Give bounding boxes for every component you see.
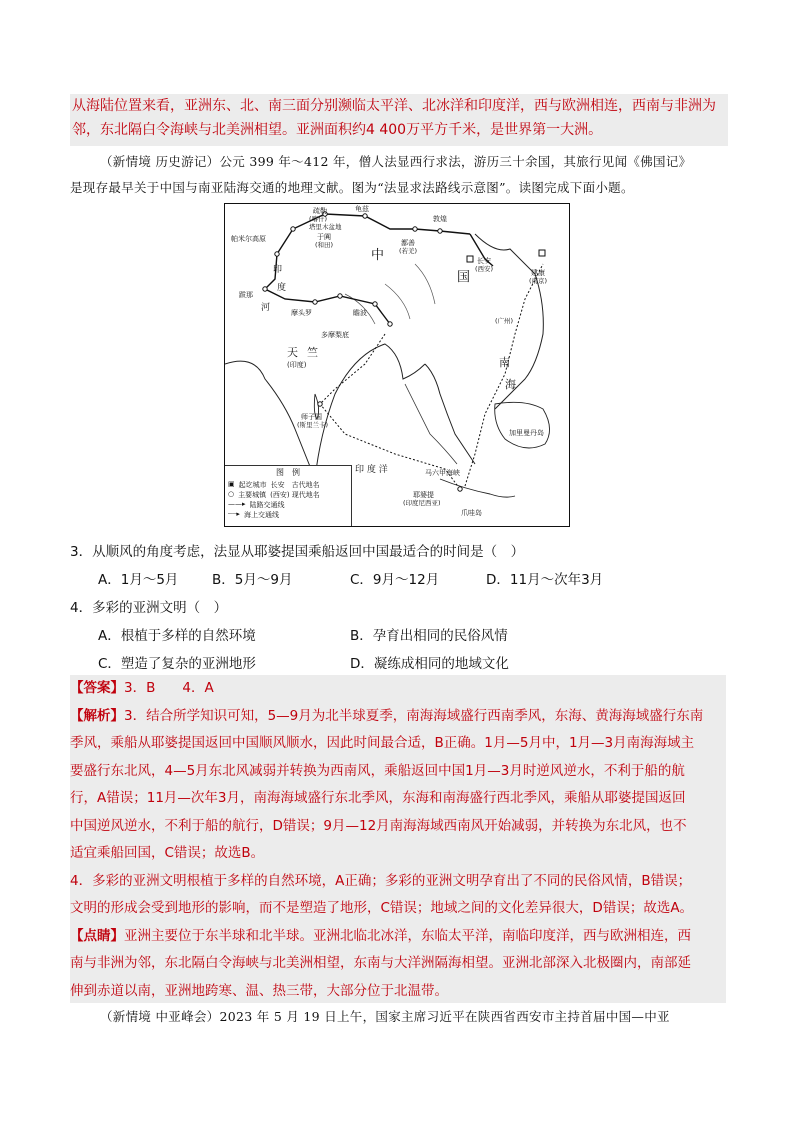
analysis-line-4: 行，A错误；11月—次年3月，南海海域盛行东北季风，东海和南海盛行西北季风，乘船从耶婆提国返回 <box>70 790 686 806</box>
label-yinduyang: 印 度 洋 <box>355 465 388 475</box>
analysis-line-1: 【解析】3．结合所学知识可知，5—9月为北半球夏季，南海海域盛行西南季风，东海、黄海海域盛行东南 <box>70 707 704 724</box>
label-dunhuang: 敦煌 <box>433 215 447 223</box>
dotted-arrow-icon: ┈┈▸ <box>228 510 240 518</box>
java-island <box>440 479 515 497</box>
legend-row-1: ▣ 起讫城市 长安 古代地名 <box>228 480 320 489</box>
label-zhaowa: 爪哇岛 <box>461 509 482 517</box>
label-hai: 海 <box>505 378 516 391</box>
label-tengbo: 瞻波 <box>353 309 367 317</box>
coastline-indochina <box>425 364 475 464</box>
answer-block <box>70 675 726 1003</box>
label-du: 度 <box>277 283 287 293</box>
coastline-india <box>225 344 425 479</box>
analysis-line-2: 季风，乘船从耶婆提国返回中国顺风顺水，因此时间最合适，B正确。1月—5月中，1月—3月南海海域主 <box>70 735 695 751</box>
q4-option-b: B．孕育出相同的民俗风情 <box>350 628 508 644</box>
label-malacca: 马六甲海峡 <box>425 469 460 477</box>
label-xian: (西安) <box>475 265 494 273</box>
label-shule: 疏勒 <box>313 207 327 215</box>
label-guici: 龟兹 <box>355 205 369 213</box>
dianjing-line-3: 伸到赤道以南，亚洲地跨寒、温、热三带，大部分位于北温带。 <box>70 982 448 999</box>
solid-arrow-icon: ——▸ <box>228 500 246 508</box>
dianjing-line-1: 【点睛】亚洲主要位于东半球和北半球。亚洲北临北冰洋，东临太平洋，南临印度洋，西与欧洲相连，西 <box>70 927 691 944</box>
dianjing-tag: 【点睛】 <box>70 927 124 944</box>
label-yepoti: 耶婆提 <box>413 491 434 499</box>
label-shiziguo: 师子国 <box>301 413 322 421</box>
route-map <box>224 203 570 527</box>
label-nanjing: (南京) <box>529 277 548 285</box>
label-yin: 印 <box>273 265 283 275</box>
label-indonesia: (印度尼西亚) <box>403 499 441 507</box>
label-duomoli: 多摩梨底 <box>321 331 349 339</box>
dianjing-line-2: 南与非洲为邻，东北隔白令海峡与北美洲相望，东南与大洋洲隔海相望。亚洲北部深入北极圈内，南部延 <box>70 955 691 971</box>
q3-option-a: A．1月～5月 <box>98 572 179 588</box>
analysis-tag: 【解析】 <box>70 707 124 724</box>
label-sililanka: (斯里兰卡) <box>297 421 329 429</box>
label-pamir: 帕米尔高原 <box>231 235 266 243</box>
legend-row-2: ○ 主要城镇 (西安) 现代地名 <box>228 490 320 499</box>
scenario-line-2: 是现存最早关于中国与南亚陆海交通的地理文献。图为“法显求法路线示意图”。读图完成下面小题。 <box>70 180 634 195</box>
label-nan: 南 <box>499 356 510 369</box>
malay-peninsula <box>405 384 457 464</box>
label-hetian: (和田) <box>315 241 334 249</box>
scenario-line-1: （新情境 历史游记）公元 399 年～412 年，僧人法显西行求法，游历三十余国，其旅行见闻《佛国记》 <box>100 154 692 169</box>
label-guo: 国 <box>457 270 471 285</box>
label-jialimandan: 加里曼丹岛 <box>509 429 544 437</box>
changan-marker <box>467 256 473 262</box>
label-he: 河 <box>261 303 271 313</box>
q3-option-d: D．11月～次年3月 <box>486 572 604 588</box>
legend-title: 图 例 <box>276 468 300 477</box>
q4-option-d: D．凝练成相同的地域文化 <box>350 656 509 672</box>
label-shanshan: 鄯善 <box>401 239 415 247</box>
analysis-line-8: 文明的形成会受到地形的影响，而不是塑造了地形，C错误；地域之间的文化差异很大，D错误；故选A。 <box>70 900 694 916</box>
analysis-line-3: 要盛行东北风，4—5月东北风减弱并转换为西南风，乘船返回中国1月—3月时逆风逆水，不利于船的航 <box>70 762 685 779</box>
q3-option-c: C．9月～12月 <box>350 572 440 588</box>
map-legend <box>225 465 352 526</box>
intro-paragraph <box>70 94 728 146</box>
answer-text: 3．B 4．A <box>124 680 214 696</box>
label-kashi: (喀什) <box>309 215 328 223</box>
label-talimu: 塔里木盆地 <box>309 223 342 231</box>
label-guangzhou: (广州) <box>495 317 514 325</box>
label-tuocha: 跋那 <box>239 291 253 299</box>
label-yutian: 于阗 <box>317 233 331 241</box>
borneo-island <box>495 402 550 448</box>
legend-row-4: ┈┈▸ 海上交通线 <box>228 510 279 519</box>
q3-option-b: B．5月～9月 <box>212 572 293 588</box>
legend-row-3: ——▸ 陆路交通线 <box>228 500 285 509</box>
legend-circle-icon: ○ <box>228 490 235 498</box>
answer-line <box>70 675 726 703</box>
label-zhong: 中 <box>371 248 385 263</box>
q4-stem: 4．多彩的亚洲文明（ ） <box>70 600 228 616</box>
answer-tag: 【答案】 <box>70 680 124 696</box>
legend-square-icon: ▣ <box>228 480 235 488</box>
label-yindu: (印度) <box>287 361 307 369</box>
label-ruoqiang: (若羌) <box>399 247 418 255</box>
label-zhu: 竺 <box>307 346 318 359</box>
q4-option-a: A．根植于多样的自然环境 <box>98 628 256 644</box>
scenario2-line-1: （新情境 中亚峰会）2023 年 5 月 19 日上午，国家主席习近平在陕西省西安市主持首届中国—中亚 <box>100 1009 670 1024</box>
label-tian: 天 <box>287 346 298 359</box>
analysis-line-5: 中国逆风逆水，不利于船的航行，D错误；9月—12月南海海域西南风开始减弱，并转换为东北风，也不 <box>70 817 687 834</box>
jiankang-marker <box>539 250 545 256</box>
analysis-line-7: 4．多彩的亚洲文明根植于多样的自然环境，A正确；多彩的亚洲文明孕育出了不同的民俗风情，B错误； <box>70 872 692 889</box>
analysis-line-6: 适宜乘船回国，C错误；故选B。 <box>70 845 265 861</box>
q3-stem: 3．从顺风的角度考虑，法显从耶婆提国乘船返回中国最适合的时间是（ ） <box>70 544 525 560</box>
intro-line-2: 邻，东北隔白令海峡与北美洲相望。亚洲面积约4 400万平方千米，是世界第一大洲。 <box>72 122 603 138</box>
label-jiankang: 建康 <box>531 269 545 277</box>
sea-route-return <box>465 264 543 486</box>
label-motouluo: 摩头罗 <box>291 309 312 317</box>
label-changan: 长安 <box>477 257 491 265</box>
q4-option-c: C．塑造了复杂的亚洲地形 <box>98 656 256 672</box>
intro-line-1: 从海陆位置来看，亚洲东、北、南三面分别濒临太平洋、北冰洋和印度洋，西与欧洲相连，西南与非洲为 <box>72 98 716 114</box>
